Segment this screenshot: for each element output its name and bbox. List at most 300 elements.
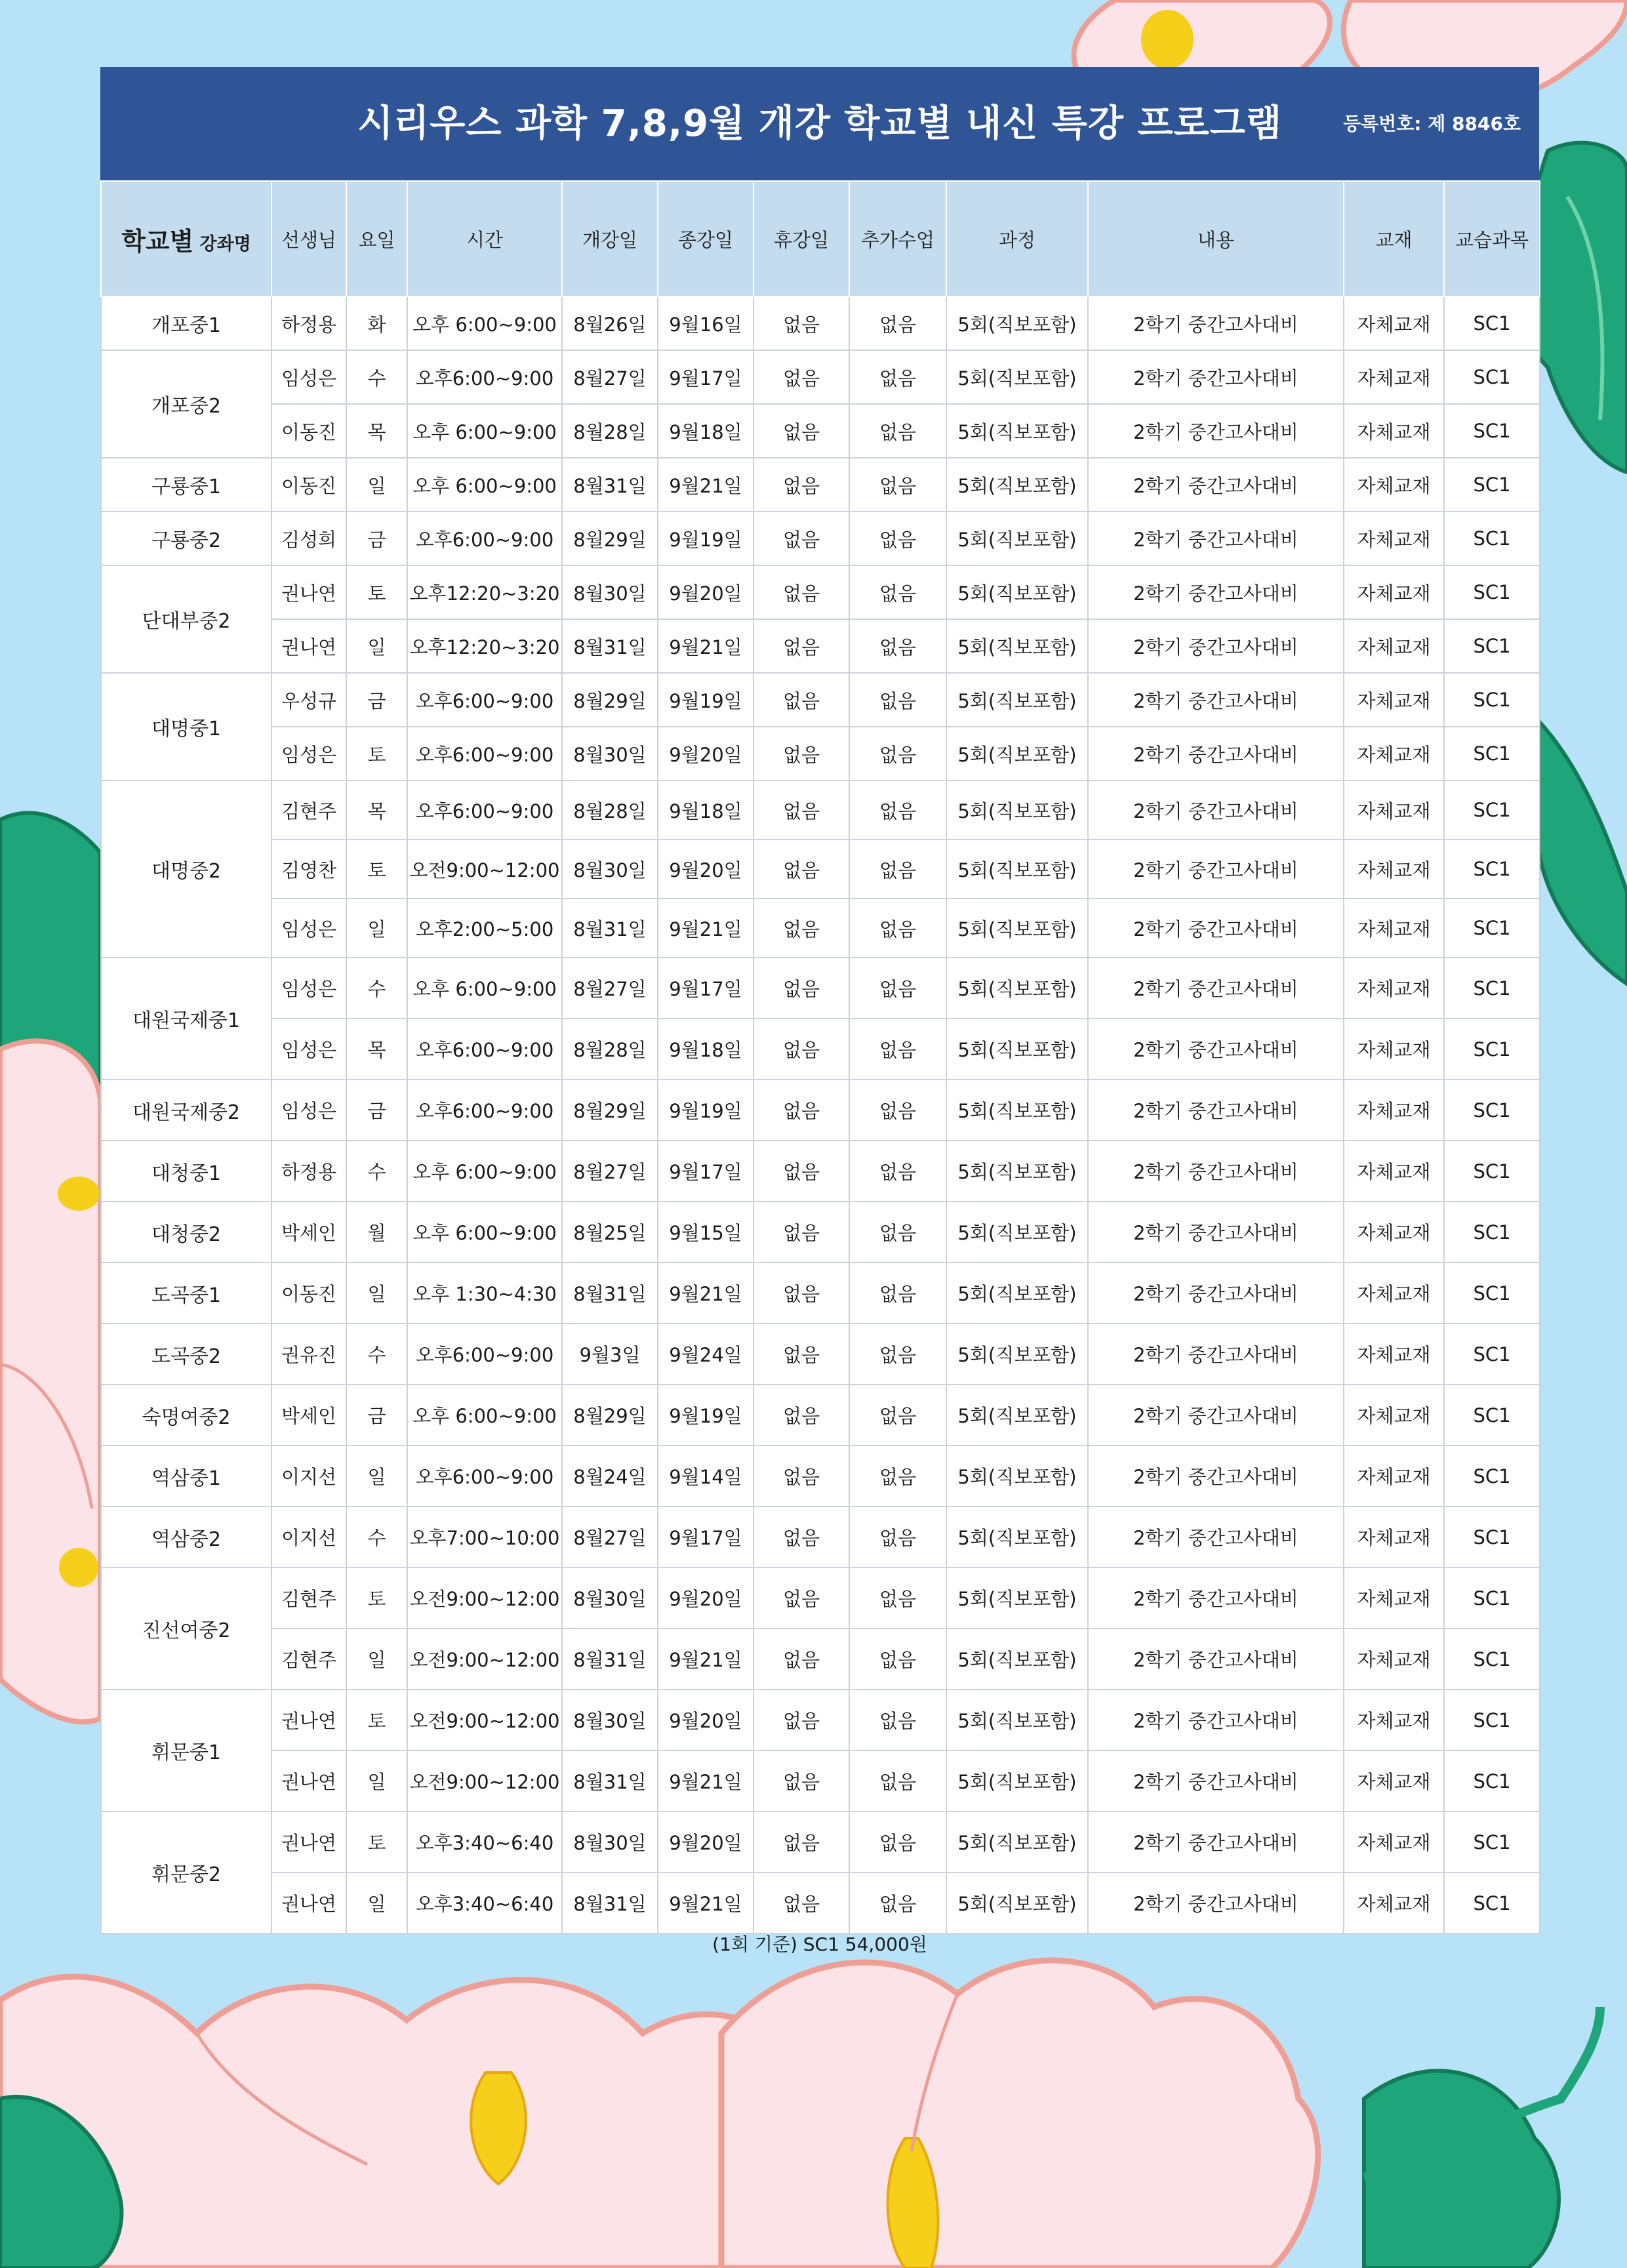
cell-off: 없음 [753,1751,849,1812]
cell-end: 9월18일 [658,1019,753,1080]
cell-start: 8월24일 [562,1446,658,1507]
cell-teacher: 임성은 [271,727,346,780]
header-content: 내용 [1088,181,1344,296]
cell-content: 2학기 중간고사대비 [1088,673,1344,727]
cell-off: 없음 [753,1690,849,1751]
cell-day: 금 [346,673,407,727]
cell-subject: SC1 [1444,1202,1540,1263]
cell-start: 8월29일 [562,1385,658,1446]
cell-book: 자체교재 [1344,565,1444,619]
cell-book: 자체교재 [1344,619,1444,673]
cell-start: 8월27일 [562,958,658,1019]
cell-off: 없음 [753,1385,849,1446]
cell-start: 8월31일 [562,1751,658,1812]
cell-off: 없음 [753,780,849,840]
cell-extra: 없음 [849,1324,946,1385]
cell-off: 없음 [753,1141,849,1202]
cell-end: 9월21일 [658,1751,753,1812]
cell-time: 오전9:00~12:00 [407,1751,562,1812]
cell-extra: 없음 [849,727,946,780]
cell-subject: SC1 [1444,1507,1540,1568]
cell-book: 자체교재 [1344,1080,1444,1141]
cell-course: 5회(직보포함) [946,1141,1088,1202]
header-subject: 교습과목 [1444,181,1540,296]
cell-off: 없음 [753,840,849,899]
cell-extra: 없음 [849,512,946,565]
cell-book: 자체교재 [1344,296,1444,350]
cell-day: 월 [346,1202,407,1263]
cell-course: 5회(직보포함) [946,1080,1088,1141]
cell-off: 없음 [753,899,849,958]
cell-subject: SC1 [1444,1751,1540,1812]
cell-time: 오후3:40~6:40 [407,1812,562,1873]
cell-course: 5회(직보포함) [946,899,1088,958]
cell-course: 5회(직보포함) [946,1324,1088,1385]
cell-day: 일 [346,458,407,512]
cell-end: 9월18일 [658,404,753,458]
cell-content: 2학기 중간고사대비 [1088,1263,1344,1324]
cell-book: 자체교재 [1344,350,1444,404]
table-row [101,565,1540,619]
cell-off: 없음 [753,512,849,565]
cell-book: 자체교재 [1344,1019,1444,1080]
cell-day: 수 [346,350,407,404]
cell-subject: SC1 [1444,1141,1540,1202]
cell-day: 일 [346,1629,407,1690]
cell-start: 8월31일 [562,458,658,512]
cell-course: 5회(직보포함) [946,1690,1088,1751]
cell-day: 토 [346,1568,407,1629]
cell-course: 5회(직보포함) [946,1446,1088,1507]
cell-end: 9월17일 [658,958,753,1019]
cell-day: 일 [346,619,407,673]
cell-book: 자체교재 [1344,1385,1444,1446]
table-row [101,1568,1540,1629]
cell-extra: 없음 [849,1812,946,1873]
cell-book: 자체교재 [1344,512,1444,565]
cell-subject: SC1 [1444,350,1540,404]
cell-time: 오후 6:00~9:00 [407,296,562,350]
cell-school: 대청중2 [101,1202,271,1263]
header-day: 요일 [346,181,407,296]
cell-content: 2학기 중간고사대비 [1088,458,1344,512]
cell-extra: 없음 [849,619,946,673]
cell-end: 9월20일 [658,1812,753,1873]
schedule-table [100,180,1540,1934]
cell-content: 2학기 중간고사대비 [1088,1873,1344,1934]
cell-time: 오후6:00~9:00 [407,1080,562,1141]
price-footnote: (1회 기준) SC1 54,000원 [712,1934,927,1955]
cell-school: 도곡중1 [101,1263,271,1324]
cell-time: 오전9:00~12:00 [407,1629,562,1690]
cell-teacher: 박세인 [271,1385,346,1446]
cell-teacher: 권나연 [271,619,346,673]
cell-time: 오전9:00~12:00 [407,1568,562,1629]
cell-start: 8월30일 [562,840,658,899]
table-row [101,958,1540,1019]
cell-extra: 없음 [849,673,946,727]
cell-extra: 없음 [849,1690,946,1751]
cell-time: 오후6:00~9:00 [407,1019,562,1080]
table-row [101,1690,1540,1751]
cell-start: 8월30일 [562,1568,658,1629]
cell-content: 2학기 중간고사대비 [1088,1446,1344,1507]
cell-end: 9월18일 [658,780,753,840]
table-row [101,350,1540,404]
header-time: 시간 [407,181,562,296]
cell-school: 단대부중2 [101,565,271,673]
cell-extra: 없음 [849,1202,946,1263]
cell-start: 8월28일 [562,1019,658,1080]
cell-subject: SC1 [1444,673,1540,727]
cell-day: 수 [346,1141,407,1202]
cell-extra: 없음 [849,458,946,512]
cell-content: 2학기 중간고사대비 [1088,1629,1344,1690]
cell-course: 5회(직보포함) [946,404,1088,458]
cell-content: 2학기 중간고사대비 [1088,350,1344,404]
cell-end: 9월20일 [658,565,753,619]
cell-subject: SC1 [1444,1873,1540,1934]
cell-course: 5회(직보포함) [946,1019,1088,1080]
cell-subject: SC1 [1444,296,1540,350]
table-row [101,1202,1540,1263]
cell-book: 자체교재 [1344,1202,1444,1263]
cell-book: 자체교재 [1344,840,1444,899]
cell-content: 2학기 중간고사대비 [1088,958,1344,1019]
title-bar [100,67,1539,180]
cell-time: 오후6:00~9:00 [407,1324,562,1385]
cell-day: 화 [346,296,407,350]
cell-content: 2학기 중간고사대비 [1088,727,1344,780]
cell-extra: 없음 [849,1751,946,1812]
cell-teacher: 이지선 [271,1507,346,1568]
cell-time: 오후 6:00~9:00 [407,458,562,512]
cell-extra: 없음 [849,350,946,404]
table-body [101,296,1540,1934]
cell-course: 5회(직보포함) [946,1873,1088,1934]
cell-off: 없음 [753,404,849,458]
cell-time: 오후12:20~3:20 [407,619,562,673]
cell-start: 8월27일 [562,1507,658,1568]
cell-content: 2학기 중간고사대비 [1088,1690,1344,1751]
table-row [101,619,1540,673]
cell-school: 개포중2 [101,350,271,458]
table-row [101,1873,1540,1934]
cell-course: 5회(직보포함) [946,619,1088,673]
cell-end: 9월21일 [658,899,753,958]
cell-time: 오전9:00~12:00 [407,1690,562,1751]
cell-school: 역삼중1 [101,1446,271,1507]
cell-content: 2학기 중간고사대비 [1088,1324,1344,1385]
cell-school: 구룡중1 [101,458,271,512]
cell-teacher: 이동진 [271,1263,346,1324]
cell-day: 일 [346,899,407,958]
cell-subject: SC1 [1444,1690,1540,1751]
cell-off: 없음 [753,1812,849,1873]
cell-course: 5회(직보포함) [946,1568,1088,1629]
cell-subject: SC1 [1444,1080,1540,1141]
cell-end: 9월20일 [658,840,753,899]
cell-course: 5회(직보포함) [946,1629,1088,1690]
cell-start: 8월28일 [562,404,658,458]
cell-course: 5회(직보포함) [946,1202,1088,1263]
cell-teacher: 이동진 [271,458,346,512]
schedule-sheet [100,67,1539,1934]
cell-content: 2학기 중간고사대비 [1088,1141,1344,1202]
cell-content: 2학기 중간고사대비 [1088,1568,1344,1629]
cell-day: 일 [346,1263,407,1324]
header-teacher: 선생님 [271,181,346,296]
cell-time: 오후6:00~9:00 [407,727,562,780]
cell-day: 토 [346,727,407,780]
cell-school: 구룡중2 [101,512,271,565]
cell-extra: 없음 [849,840,946,899]
cell-time: 오후2:00~5:00 [407,899,562,958]
cell-off: 없음 [753,1019,849,1080]
cell-off: 없음 [753,1446,849,1507]
table-row [101,1324,1540,1385]
cell-course: 5회(직보포함) [946,780,1088,840]
cell-time: 오후 6:00~9:00 [407,1202,562,1263]
cell-off: 없음 [753,1873,849,1934]
cell-book: 자체교재 [1344,1263,1444,1324]
cell-day: 금 [346,1080,407,1141]
cell-start: 8월31일 [562,899,658,958]
cell-subject: SC1 [1444,1263,1540,1324]
cell-extra: 없음 [849,958,946,1019]
cell-day: 목 [346,404,407,458]
cell-book: 자체교재 [1344,899,1444,958]
cell-start: 8월25일 [562,1202,658,1263]
flower-bottom [0,1960,1600,2268]
cell-teacher: 임성은 [271,350,346,404]
cell-time: 오후6:00~9:00 [407,350,562,404]
cell-day: 일 [346,1873,407,1934]
cell-subject: SC1 [1444,565,1540,619]
cell-content: 2학기 중간고사대비 [1088,512,1344,565]
table-row [101,1629,1540,1690]
cell-start: 8월29일 [562,673,658,727]
header-book: 교재 [1344,181,1444,296]
cell-school: 대원국제중1 [101,958,271,1080]
cell-subject: SC1 [1444,780,1540,840]
cell-off: 없음 [753,296,849,350]
cell-teacher: 권나연 [271,565,346,619]
cell-start: 8월30일 [562,1812,658,1873]
cell-teacher: 김현주 [271,1629,346,1690]
cell-book: 자체교재 [1344,404,1444,458]
cell-content: 2학기 중간고사대비 [1088,565,1344,619]
cell-end: 9월17일 [658,1507,753,1568]
cell-end: 9월24일 [658,1324,753,1385]
table-row [101,673,1540,727]
cell-school: 숙명여중2 [101,1385,271,1446]
cell-start: 8월30일 [562,1690,658,1751]
cell-time: 오후12:20~3:20 [407,565,562,619]
cell-school: 대명중2 [101,780,271,958]
cell-course: 5회(직보포함) [946,350,1088,404]
cell-end: 9월20일 [658,727,753,780]
cell-start: 8월27일 [562,1141,658,1202]
cell-off: 없음 [753,1629,849,1690]
cell-day: 수 [346,1324,407,1385]
cell-extra: 없음 [849,1141,946,1202]
cell-book: 자체교재 [1344,1141,1444,1202]
cell-teacher: 김성희 [271,512,346,565]
table-row [101,1080,1540,1141]
cell-time: 오후 6:00~9:00 [407,958,562,1019]
cell-content: 2학기 중간고사대비 [1088,619,1344,673]
cell-start: 8월29일 [562,1080,658,1141]
cell-course: 5회(직보포함) [946,512,1088,565]
cell-subject: SC1 [1444,1568,1540,1629]
cell-course: 5회(직보포함) [946,1507,1088,1568]
cell-end: 9월16일 [658,296,753,350]
cell-content: 2학기 중간고사대비 [1088,840,1344,899]
cell-off: 없음 [753,565,849,619]
cell-day: 일 [346,1751,407,1812]
cell-teacher: 임성은 [271,1080,346,1141]
cell-subject: SC1 [1444,1446,1540,1507]
cell-extra: 없음 [849,1507,946,1568]
cell-extra: 없음 [849,565,946,619]
table-row [101,780,1540,840]
cell-school: 진선여중2 [101,1568,271,1690]
cell-start: 8월31일 [562,1263,658,1324]
cell-day: 토 [346,1812,407,1873]
cell-day: 토 [346,565,407,619]
cell-teacher: 김영찬 [271,840,346,899]
table-row [101,1263,1540,1324]
cell-course: 5회(직보포함) [946,727,1088,780]
cell-start: 8월30일 [562,565,658,619]
cell-start: 8월31일 [562,619,658,673]
cell-subject: SC1 [1444,840,1540,899]
cell-course: 5회(직보포함) [946,458,1088,512]
cell-school: 휘문중1 [101,1690,271,1812]
cell-content: 2학기 중간고사대비 [1088,1385,1344,1446]
cell-time: 오후 6:00~9:00 [407,1385,562,1446]
table-row [101,1385,1540,1446]
cell-end: 9월20일 [658,1568,753,1629]
table-row [101,1751,1540,1812]
cell-day: 목 [346,780,407,840]
cell-teacher: 권나연 [271,1690,346,1751]
cell-off: 없음 [753,958,849,1019]
cell-off: 없음 [753,673,849,727]
registration-number: 등록번호: 제 8846호 [1343,113,1521,134]
cell-subject: SC1 [1444,458,1540,512]
cell-content: 2학기 중간고사대비 [1088,780,1344,840]
cell-content: 2학기 중간고사대비 [1088,1080,1344,1141]
cell-end: 9월21일 [658,1263,753,1324]
cell-start: 8월31일 [562,1873,658,1934]
cell-off: 없음 [753,1263,849,1324]
cell-extra: 없음 [849,780,946,840]
table-row [101,1812,1540,1873]
cell-teacher: 임성은 [271,899,346,958]
cell-subject: SC1 [1444,1385,1540,1446]
cell-book: 자체교재 [1344,1324,1444,1385]
header-school-big: 학교별 [121,226,194,256]
cell-content: 2학기 중간고사대비 [1088,1507,1344,1568]
cell-teacher: 권나연 [271,1812,346,1873]
cell-extra: 없음 [849,296,946,350]
cell-book: 자체교재 [1344,727,1444,780]
cell-off: 없음 [753,458,849,512]
cell-subject: SC1 [1444,512,1540,565]
cell-book: 자체교재 [1344,1690,1444,1751]
cell-off: 없음 [753,1080,849,1141]
cell-extra: 없음 [849,1873,946,1934]
cell-content: 2학기 중간고사대비 [1088,404,1344,458]
cell-content: 2학기 중간고사대비 [1088,1019,1344,1080]
cell-teacher: 김현주 [271,1568,346,1629]
cell-subject: SC1 [1444,619,1540,673]
cell-course: 5회(직보포함) [946,840,1088,899]
cell-start: 8월26일 [562,296,658,350]
cell-teacher: 하정용 [271,296,346,350]
cell-school: 대원국제중2 [101,1080,271,1141]
cell-subject: SC1 [1444,1324,1540,1385]
cell-off: 없음 [753,727,849,780]
cell-extra: 없음 [849,1446,946,1507]
header-off: 휴강일 [753,181,849,296]
table-row [101,458,1540,512]
cell-extra: 없음 [849,1019,946,1080]
cell-start: 8월30일 [562,727,658,780]
cell-start: 8월29일 [562,512,658,565]
cell-subject: SC1 [1444,404,1540,458]
cell-course: 5회(직보포함) [946,1812,1088,1873]
cell-teacher: 이지선 [271,1446,346,1507]
cell-end: 9월21일 [658,1873,753,1934]
cell-end: 9월17일 [658,350,753,404]
leaf-right [1539,721,1627,984]
cell-extra: 없음 [849,899,946,958]
cell-course: 5회(직보포함) [946,673,1088,727]
cell-course: 5회(직보포함) [946,565,1088,619]
cell-time: 오후6:00~9:00 [407,780,562,840]
cell-extra: 없음 [849,1568,946,1629]
cell-end: 9월19일 [658,673,753,727]
cell-end: 9월15일 [658,1202,753,1263]
table-row [101,727,1540,780]
cell-end: 9월19일 [658,1080,753,1141]
cell-content: 2학기 중간고사대비 [1088,899,1344,958]
cell-book: 자체교재 [1344,673,1444,727]
cell-book: 자체교재 [1344,780,1444,840]
flower-left [0,813,100,1722]
cell-start: 8월31일 [562,1629,658,1690]
header-start: 개강일 [562,181,658,296]
cell-school: 휘문중2 [101,1812,271,1934]
cell-extra: 없음 [849,404,946,458]
cell-school: 역삼중2 [101,1507,271,1568]
cell-end: 9월19일 [658,512,753,565]
table-row [101,899,1540,958]
cell-teacher: 우성규 [271,673,346,727]
cell-time: 오전9:00~12:00 [407,840,562,899]
cell-teacher: 김현주 [271,780,346,840]
cell-extra: 없음 [849,1629,946,1690]
cell-subject: SC1 [1444,727,1540,780]
cell-subject: SC1 [1444,958,1540,1019]
header-school [101,181,271,296]
table-row [101,1446,1540,1507]
cell-book: 자체교재 [1344,1446,1444,1507]
cell-content: 2학기 중간고사대비 [1088,1751,1344,1812]
